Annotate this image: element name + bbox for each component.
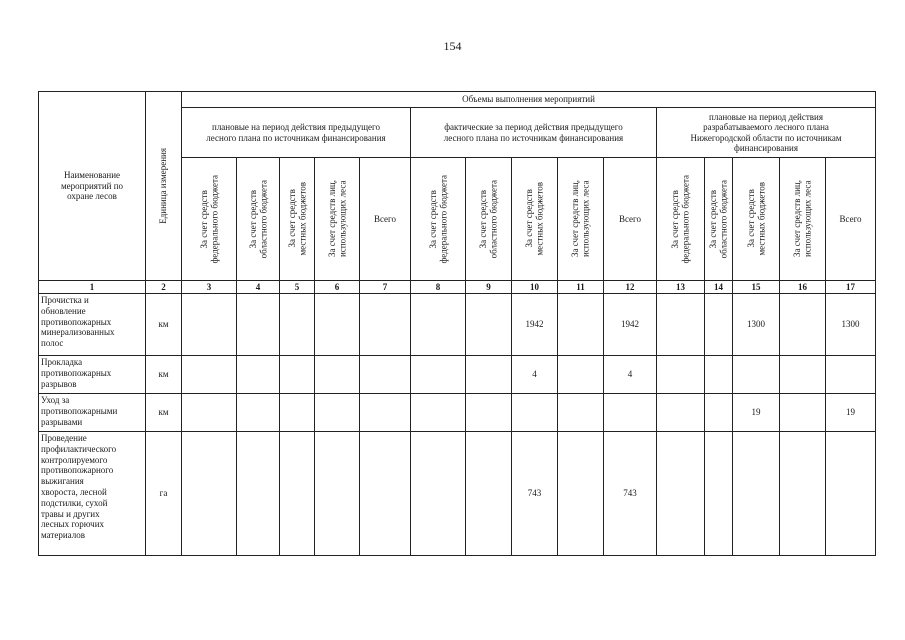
column-number: 16 [780,281,826,294]
header-name: Наименование мероприятий по охране лесов [39,92,146,281]
data-cell: 1942 [512,294,558,356]
data-cell [604,394,657,432]
data-cell [280,432,315,556]
data-cell [411,356,466,394]
data-cell: 4 [512,356,558,394]
data-cell [411,432,466,556]
data-cell [237,356,280,394]
column-number: 17 [826,281,876,294]
column-number-row [39,281,876,294]
row-name: Прокладка противопожарных разрывов [39,356,146,394]
data-cell [360,432,411,556]
column-number: 2 [146,281,182,294]
data-cell [558,294,604,356]
row-unit: км [146,394,182,432]
data-cell: 1942 [604,294,657,356]
header-source-users: За счет средств лиц, использующих леса [780,158,826,281]
header-group-planned-new: плановые на период действия разрабатываемого лесного плана Нижегородской области по источникам финансирования [657,108,876,158]
column-number: 13 [657,281,705,294]
data-cell [466,294,512,356]
header-source-federal: За счет средств федерального бюджета [657,158,705,281]
data-cell [182,356,237,394]
header-unit: Единица измерения [146,92,182,281]
data-cell [512,394,558,432]
data-cell [780,294,826,356]
header-total: Всего [604,158,657,281]
header-source-regional: За счет средств областного бюджета [237,158,280,281]
row-name: Уход за противопожарными разрывами [39,394,146,432]
data-cell [360,356,411,394]
data-cell [237,432,280,556]
row-unit: км [146,356,182,394]
column-number: 4 [237,281,280,294]
data-cell: 4 [604,356,657,394]
data-cell [237,294,280,356]
data-cell [657,294,705,356]
data-cell: 1300 [733,294,780,356]
row-unit: га [146,432,182,556]
header-source-federal: За счет средств федерального бюджета [411,158,466,281]
data-cell [657,356,705,394]
data-cell [182,394,237,432]
data-cell [411,294,466,356]
data-cell [466,432,512,556]
header-source-local: За счет средств местных бюджетов [280,158,315,281]
data-cell: 19 [826,394,876,432]
data-cell: 743 [512,432,558,556]
forest-protection-table [38,91,876,556]
data-cell [657,432,705,556]
header-group-actual-prev: фактические за период действия предыдущего лесного плана по источникам финансирования [411,108,657,158]
table-row [39,432,876,556]
header-source-regional: За счет средств областного бюджета [466,158,512,281]
data-cell [182,294,237,356]
data-cell [705,356,733,394]
data-cell: 743 [604,432,657,556]
column-number: 15 [733,281,780,294]
column-number: 6 [315,281,360,294]
data-cell [315,294,360,356]
header-source-users: За счет средств лиц, использующих леса [558,158,604,281]
row-unit: км [146,294,182,356]
data-cell [558,356,604,394]
data-cell [733,432,780,556]
data-cell [705,432,733,556]
data-cell [315,432,360,556]
data-cell [466,394,512,432]
data-cell [315,356,360,394]
data-cell [237,394,280,432]
header-source-local: За счет средств местных бюджетов [733,158,780,281]
data-cell [360,394,411,432]
column-number: 10 [512,281,558,294]
header-source-federal: За счет средств федерального бюджета [182,158,237,281]
header-source-local: За счет средств местных бюджетов [512,158,558,281]
data-cell [780,394,826,432]
data-cell [558,394,604,432]
data-cell [558,432,604,556]
row-name: Прочистка и обновление противопожарных минерализованных полос [39,294,146,356]
table-row [39,394,876,432]
data-cell [733,356,780,394]
header-total: Всего [826,158,876,281]
data-cell [705,294,733,356]
table-row [39,356,876,394]
column-number: 3 [182,281,237,294]
header-group-planned-prev: плановые на период действия предыдущего лесного плана по источникам финансирования [182,108,411,158]
header-total: Всего [360,158,411,281]
data-cell [826,356,876,394]
data-cell [280,394,315,432]
data-cell [657,394,705,432]
data-cell [780,432,826,556]
data-cell: 1300 [826,294,876,356]
column-number: 11 [558,281,604,294]
data-cell [280,294,315,356]
column-number: 5 [280,281,315,294]
data-cell [315,394,360,432]
data-cell: 19 [733,394,780,432]
column-number: 9 [466,281,512,294]
column-number: 1 [39,281,146,294]
data-cell [466,356,512,394]
column-number: 12 [604,281,657,294]
header-source-regional: За счет средств областного бюджета [705,158,733,281]
data-cell [360,294,411,356]
page-number: 154 [443,39,462,53]
data-cell [411,394,466,432]
column-number: 8 [411,281,466,294]
data-cell [826,432,876,556]
data-cell [182,432,237,556]
data-cell [280,356,315,394]
data-cell [705,394,733,432]
header-volumes: Объемы выполнения мероприятий [182,92,876,108]
row-name: Проведение профилактического контролируемого противопожарного выжигания хвороста, лесной подстилки, сухой травы и других лесных горючих материалов [39,432,146,556]
table-row [39,294,876,356]
header-source-users: За счет средств лиц, использующих леса [315,158,360,281]
data-cell [780,356,826,394]
column-number: 14 [705,281,733,294]
column-number: 7 [360,281,411,294]
